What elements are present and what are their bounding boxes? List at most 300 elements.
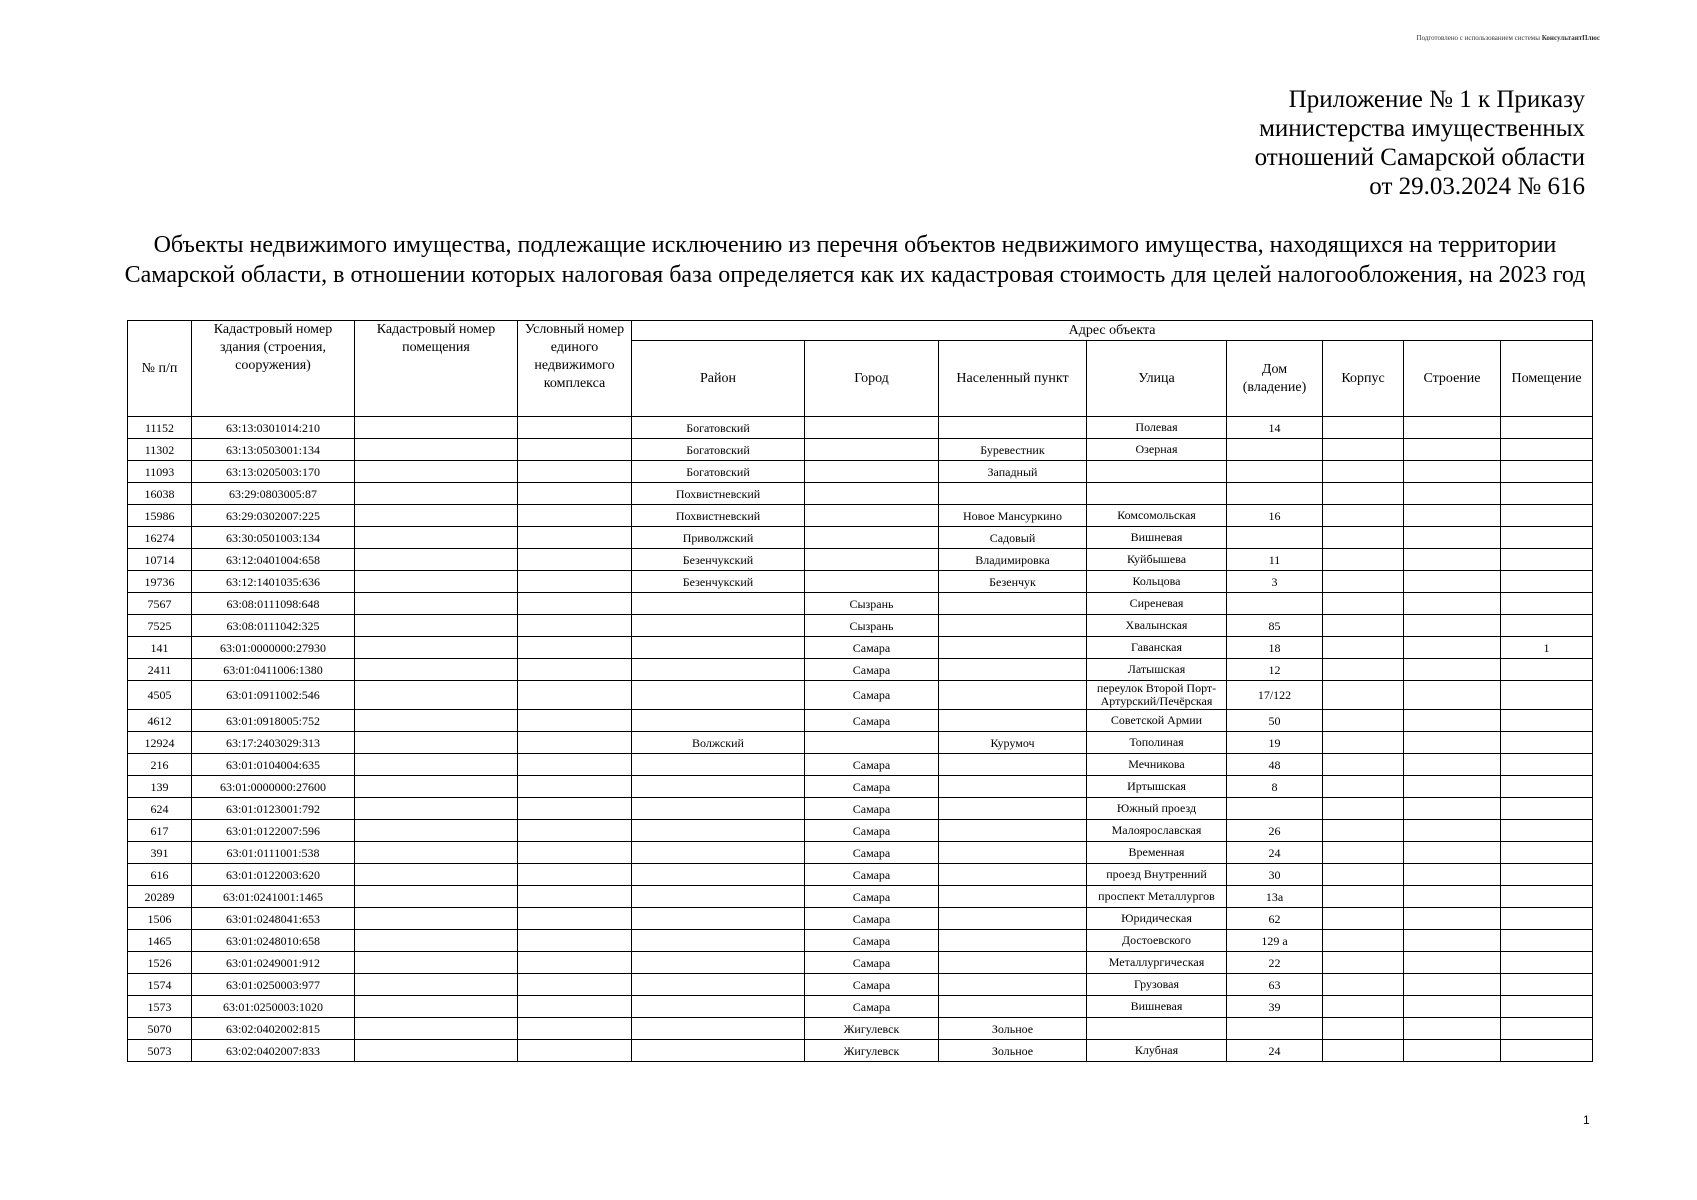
cell-room-cadastral [355, 710, 518, 732]
header-num: № п/п [128, 321, 192, 417]
cell-complex-number [518, 637, 632, 659]
cell-corpus [1323, 908, 1404, 930]
cell-city: Самара [805, 637, 939, 659]
cell-structure [1404, 1040, 1501, 1062]
cell-num: 5070 [128, 1018, 192, 1040]
cell-structure [1404, 527, 1501, 549]
cell-settlement: Западный [939, 461, 1087, 483]
table-row [128, 1018, 1593, 1040]
cell-num: 2411 [128, 659, 192, 681]
header-premises: Помещение [1501, 341, 1593, 417]
cell-complex-number [518, 571, 632, 593]
cell-settlement [939, 996, 1087, 1018]
cell-premises [1501, 439, 1593, 461]
cell-district [632, 952, 805, 974]
cell-house [1227, 593, 1323, 615]
cell-structure [1404, 996, 1501, 1018]
cell-street: переулок Второй Порт-Артурский/Печёрская [1087, 681, 1227, 710]
table-row [128, 842, 1593, 864]
cell-building-cadastral: 63:01:0122003:620 [192, 864, 355, 886]
cell-complex-number [518, 864, 632, 886]
cell-room-cadastral [355, 864, 518, 886]
cell-building-cadastral: 63:13:0301014:210 [192, 417, 355, 439]
cell-building-cadastral: 63:01:0918005:752 [192, 710, 355, 732]
cell-structure [1404, 754, 1501, 776]
cell-num: 16274 [128, 527, 192, 549]
cell-structure [1404, 505, 1501, 527]
cell-settlement: Владимировка [939, 549, 1087, 571]
cell-corpus [1323, 732, 1404, 754]
cell-structure [1404, 417, 1501, 439]
cell-premises [1501, 930, 1593, 952]
cell-premises [1501, 659, 1593, 681]
cell-structure [1404, 483, 1501, 505]
cell-house: 63 [1227, 974, 1323, 996]
cell-num: 11093 [128, 461, 192, 483]
cell-room-cadastral [355, 732, 518, 754]
cell-structure [1404, 571, 1501, 593]
cell-building-cadastral: 63:30:0501003:134 [192, 527, 355, 549]
cell-premises [1501, 593, 1593, 615]
cell-structure [1404, 798, 1501, 820]
cell-premises [1501, 461, 1593, 483]
cell-corpus [1323, 505, 1404, 527]
table-row [128, 461, 1593, 483]
cell-room-cadastral [355, 974, 518, 996]
cell-house: 50 [1227, 710, 1323, 732]
cell-city: Самара [805, 754, 939, 776]
table-row [128, 483, 1593, 505]
cell-premises [1501, 974, 1593, 996]
header-city: Город [805, 341, 939, 417]
cell-corpus [1323, 637, 1404, 659]
cell-structure [1404, 864, 1501, 886]
table-row [128, 439, 1593, 461]
page-number: 1 [1583, 1113, 1590, 1127]
cell-corpus [1323, 996, 1404, 1018]
cell-building-cadastral: 63:01:0122007:596 [192, 820, 355, 842]
cell-district [632, 637, 805, 659]
cell-city: Самара [805, 710, 939, 732]
cell-num: 616 [128, 864, 192, 886]
cell-structure [1404, 776, 1501, 798]
cell-complex-number [518, 710, 632, 732]
cell-num: 1574 [128, 974, 192, 996]
cell-city [805, 571, 939, 593]
cell-house [1227, 1018, 1323, 1040]
cell-complex-number [518, 842, 632, 864]
cell-structure [1404, 842, 1501, 864]
table-row [128, 417, 1593, 439]
cell-house: 8 [1227, 776, 1323, 798]
cell-settlement [939, 710, 1087, 732]
cell-corpus [1323, 710, 1404, 732]
cell-house: 17/122 [1227, 681, 1323, 710]
cell-corpus [1323, 952, 1404, 974]
cell-structure [1404, 710, 1501, 732]
cell-building-cadastral: 63:01:0241001:1465 [192, 886, 355, 908]
cell-settlement: Безенчук [939, 571, 1087, 593]
cell-structure [1404, 593, 1501, 615]
cell-num: 391 [128, 842, 192, 864]
table-row [128, 864, 1593, 886]
cell-street: Комсомольская [1087, 505, 1227, 527]
cell-structure [1404, 952, 1501, 974]
cell-premises [1501, 842, 1593, 864]
cell-num: 4505 [128, 681, 192, 710]
cell-house: 85 [1227, 615, 1323, 637]
cell-settlement [939, 681, 1087, 710]
cell-house: 48 [1227, 754, 1323, 776]
cell-settlement [939, 417, 1087, 439]
objects-table [127, 320, 1593, 1062]
cell-settlement [939, 908, 1087, 930]
cell-num: 12924 [128, 732, 192, 754]
cell-district [632, 593, 805, 615]
table-body [128, 417, 1593, 1062]
cell-corpus [1323, 461, 1404, 483]
cell-street: Вишневая [1087, 996, 1227, 1018]
cell-complex-number [518, 1018, 632, 1040]
header-complex: Условный номер единого недвижимого комплекса [518, 321, 632, 417]
cell-premises [1501, 1040, 1593, 1062]
cell-settlement: Буревестник [939, 439, 1087, 461]
cell-house [1227, 798, 1323, 820]
cell-district: Похвистневский [632, 483, 805, 505]
cell-building-cadastral: 63:12:1401035:636 [192, 571, 355, 593]
cell-building-cadastral: 63:08:0111042:325 [192, 615, 355, 637]
table-row [128, 776, 1593, 798]
cell-house: 26 [1227, 820, 1323, 842]
document-title: Объекты недвижимого имущества, подлежащие исключению из перечня объектов недвижимого имущества, находящихся на территории Самарской области, в отношении которых налоговая база определяется как их кадастровая стоимость для целей налогообложения, на 2023 год [124, 232, 1586, 288]
cell-street: Мечникова [1087, 754, 1227, 776]
cell-district [632, 886, 805, 908]
cell-corpus [1323, 659, 1404, 681]
cell-district [632, 930, 805, 952]
cell-room-cadastral [355, 637, 518, 659]
cell-room-cadastral [355, 952, 518, 974]
cell-room-cadastral [355, 886, 518, 908]
cell-premises [1501, 908, 1593, 930]
cell-city: Сызрань [805, 615, 939, 637]
cell-city: Самара [805, 659, 939, 681]
cell-room-cadastral [355, 908, 518, 930]
cell-complex-number [518, 952, 632, 974]
cell-district [632, 1040, 805, 1062]
cell-complex-number [518, 754, 632, 776]
annex-line: министерства имущественных [1259, 115, 1585, 142]
cell-street: Сиреневая [1087, 593, 1227, 615]
cell-room-cadastral [355, 798, 518, 820]
cell-street [1087, 1018, 1227, 1040]
cell-num: 4612 [128, 710, 192, 732]
cell-corpus [1323, 754, 1404, 776]
cell-street [1087, 461, 1227, 483]
cell-premises [1501, 798, 1593, 820]
header-structure: Строение [1404, 341, 1501, 417]
cell-corpus [1323, 798, 1404, 820]
cell-complex-number [518, 681, 632, 710]
cell-room-cadastral [355, 776, 518, 798]
cell-structure [1404, 930, 1501, 952]
cell-city [805, 483, 939, 505]
cell-room-cadastral [355, 930, 518, 952]
cell-complex-number [518, 659, 632, 681]
cell-building-cadastral: 63:02:0402007:833 [192, 1040, 355, 1062]
cell-settlement [939, 754, 1087, 776]
cell-city [805, 527, 939, 549]
cell-corpus [1323, 842, 1404, 864]
cell-city: Самара [805, 820, 939, 842]
table-row [128, 505, 1593, 527]
cell-building-cadastral: 63:01:0248010:658 [192, 930, 355, 952]
cell-num: 624 [128, 798, 192, 820]
cell-complex-number [518, 439, 632, 461]
cell-room-cadastral [355, 681, 518, 710]
cell-room-cadastral [355, 527, 518, 549]
cell-district: Безенчукский [632, 549, 805, 571]
table-row [128, 615, 1593, 637]
cell-district [632, 996, 805, 1018]
cell-structure [1404, 439, 1501, 461]
cell-settlement [939, 798, 1087, 820]
cell-settlement: Зольное [939, 1018, 1087, 1040]
cell-building-cadastral: 63:01:0911002:546 [192, 681, 355, 710]
cell-house: 3 [1227, 571, 1323, 593]
cell-building-cadastral: 63:01:0104004:635 [192, 754, 355, 776]
cell-settlement: Курумоч [939, 732, 1087, 754]
cell-district: Похвистневский [632, 505, 805, 527]
cell-house: 24 [1227, 842, 1323, 864]
cell-house: 11 [1227, 549, 1323, 571]
cell-structure [1404, 637, 1501, 659]
cell-house [1227, 527, 1323, 549]
cell-city: Самара [805, 930, 939, 952]
cell-city [805, 417, 939, 439]
cell-complex-number [518, 461, 632, 483]
cell-district [632, 754, 805, 776]
cell-settlement [939, 659, 1087, 681]
cell-complex-number [518, 527, 632, 549]
cell-structure [1404, 732, 1501, 754]
table-row [128, 996, 1593, 1018]
cell-complex-number [518, 798, 632, 820]
cell-house: 24 [1227, 1040, 1323, 1062]
cell-house: 14 [1227, 417, 1323, 439]
cell-building-cadastral: 63:01:0123001:792 [192, 798, 355, 820]
cell-num: 1526 [128, 952, 192, 974]
cell-complex-number [518, 505, 632, 527]
cell-street: проезд Внутренний [1087, 864, 1227, 886]
cell-building-cadastral: 63:17:2403029:313 [192, 732, 355, 754]
cell-house: 22 [1227, 952, 1323, 974]
cell-premises [1501, 886, 1593, 908]
cell-settlement: Новое Мансуркино [939, 505, 1087, 527]
cell-complex-number [518, 1040, 632, 1062]
cell-room-cadastral [355, 659, 518, 681]
cell-structure [1404, 681, 1501, 710]
cell-house: 39 [1227, 996, 1323, 1018]
cell-street: Грузовая [1087, 974, 1227, 996]
cell-house: 16 [1227, 505, 1323, 527]
table-row [128, 659, 1593, 681]
cell-room-cadastral [355, 1040, 518, 1062]
cell-street: Куйбышева [1087, 549, 1227, 571]
table-row [128, 732, 1593, 754]
cell-num: 1465 [128, 930, 192, 952]
cell-room-cadastral [355, 615, 518, 637]
header-settlement: Населенный пункт [939, 341, 1087, 417]
cell-city: Самара [805, 952, 939, 974]
cell-house [1227, 461, 1323, 483]
cell-room-cadastral [355, 417, 518, 439]
cell-district [632, 659, 805, 681]
cell-district: Богатовский [632, 439, 805, 461]
cell-num: 1573 [128, 996, 192, 1018]
cell-room-cadastral [355, 842, 518, 864]
cell-complex-number [518, 776, 632, 798]
header-corpus: Корпус [1323, 341, 1404, 417]
cell-street [1087, 483, 1227, 505]
cell-premises [1501, 681, 1593, 710]
cell-district [632, 820, 805, 842]
table-row [128, 974, 1593, 996]
cell-building-cadastral: 63:01:0411006:1380 [192, 659, 355, 681]
table-row [128, 798, 1593, 820]
cell-corpus [1323, 1040, 1404, 1062]
cell-premises [1501, 527, 1593, 549]
header-room: Кадастровый номер помещения [355, 321, 518, 417]
cell-complex-number [518, 593, 632, 615]
cell-district [632, 1018, 805, 1040]
cell-premises [1501, 732, 1593, 754]
cell-premises: 1 [1501, 637, 1593, 659]
cell-street: Металлургическая [1087, 952, 1227, 974]
cell-corpus [1323, 776, 1404, 798]
cell-complex-number [518, 732, 632, 754]
cell-house: 18 [1227, 637, 1323, 659]
cell-room-cadastral [355, 754, 518, 776]
cell-corpus [1323, 417, 1404, 439]
cell-district: Безенчукский [632, 571, 805, 593]
cell-settlement [939, 615, 1087, 637]
header-house: Дом (владение) [1227, 341, 1323, 417]
cell-district [632, 908, 805, 930]
cell-premises [1501, 417, 1593, 439]
consultant-note [1300, 34, 1600, 42]
cell-building-cadastral: 63:01:0000000:27600 [192, 776, 355, 798]
cell-num: 7525 [128, 615, 192, 637]
cell-num: 19736 [128, 571, 192, 593]
cell-city: Жигулевск [805, 1040, 939, 1062]
cell-premises [1501, 996, 1593, 1018]
cell-street: Юридическая [1087, 908, 1227, 930]
cell-room-cadastral [355, 483, 518, 505]
cell-corpus [1323, 439, 1404, 461]
cell-room-cadastral [355, 593, 518, 615]
header-address: Адрес объекта [632, 321, 1593, 341]
cell-structure [1404, 974, 1501, 996]
cell-settlement [939, 952, 1087, 974]
cell-complex-number [518, 417, 632, 439]
cell-complex-number [518, 996, 632, 1018]
cell-district [632, 710, 805, 732]
cell-premises [1501, 864, 1593, 886]
cell-street: Вишневая [1087, 527, 1227, 549]
cell-building-cadastral: 63:01:0000000:27930 [192, 637, 355, 659]
cell-settlement [939, 820, 1087, 842]
cell-district: Приволжский [632, 527, 805, 549]
cell-premises [1501, 549, 1593, 571]
cell-city: Самара [805, 886, 939, 908]
cell-complex-number [518, 615, 632, 637]
cell-city [805, 505, 939, 527]
cell-premises [1501, 710, 1593, 732]
cell-premises [1501, 505, 1593, 527]
cell-num: 141 [128, 637, 192, 659]
cell-structure [1404, 615, 1501, 637]
cell-street: Малоярославская [1087, 820, 1227, 842]
cell-complex-number [518, 930, 632, 952]
cell-district [632, 681, 805, 710]
cell-num: 1506 [128, 908, 192, 930]
cell-premises [1501, 776, 1593, 798]
cell-complex-number [518, 974, 632, 996]
cell-building-cadastral: 63:01:0248041:653 [192, 908, 355, 930]
cell-building-cadastral: 63:13:0205003:170 [192, 461, 355, 483]
cell-settlement [939, 974, 1087, 996]
cell-house: 13а [1227, 886, 1323, 908]
cell-corpus [1323, 930, 1404, 952]
cell-city [805, 732, 939, 754]
cell-building-cadastral: 63:01:0111001:538 [192, 842, 355, 864]
cell-room-cadastral [355, 996, 518, 1018]
cell-building-cadastral: 63:02:0402002:815 [192, 1018, 355, 1040]
cell-corpus [1323, 681, 1404, 710]
cell-num: 139 [128, 776, 192, 798]
cell-room-cadastral [355, 1018, 518, 1040]
cell-premises [1501, 754, 1593, 776]
cell-premises [1501, 483, 1593, 505]
cell-structure [1404, 549, 1501, 571]
cell-street: Советской Армии [1087, 710, 1227, 732]
cell-building-cadastral: 63:08:0111098:648 [192, 593, 355, 615]
cell-house: 19 [1227, 732, 1323, 754]
cell-street: Латышская [1087, 659, 1227, 681]
cell-settlement [939, 842, 1087, 864]
cell-street: Южный проезд [1087, 798, 1227, 820]
cell-corpus [1323, 974, 1404, 996]
cell-structure [1404, 461, 1501, 483]
cell-city: Самара [805, 842, 939, 864]
annex-header [1255, 85, 1585, 201]
cell-city [805, 461, 939, 483]
cell-city: Сызрань [805, 593, 939, 615]
cell-district [632, 615, 805, 637]
cell-city: Жигулевск [805, 1018, 939, 1040]
table-row [128, 886, 1593, 908]
cell-premises [1501, 571, 1593, 593]
header-building: Кадастровый номер здания (строения, сооружения) [192, 321, 355, 417]
cell-city: Самара [805, 908, 939, 930]
cell-street: Полевая [1087, 417, 1227, 439]
table-row [128, 930, 1593, 952]
cell-street: Хвалынская [1087, 615, 1227, 637]
table-row [128, 710, 1593, 732]
cell-district [632, 864, 805, 886]
cell-settlement [939, 776, 1087, 798]
table-row [128, 527, 1593, 549]
